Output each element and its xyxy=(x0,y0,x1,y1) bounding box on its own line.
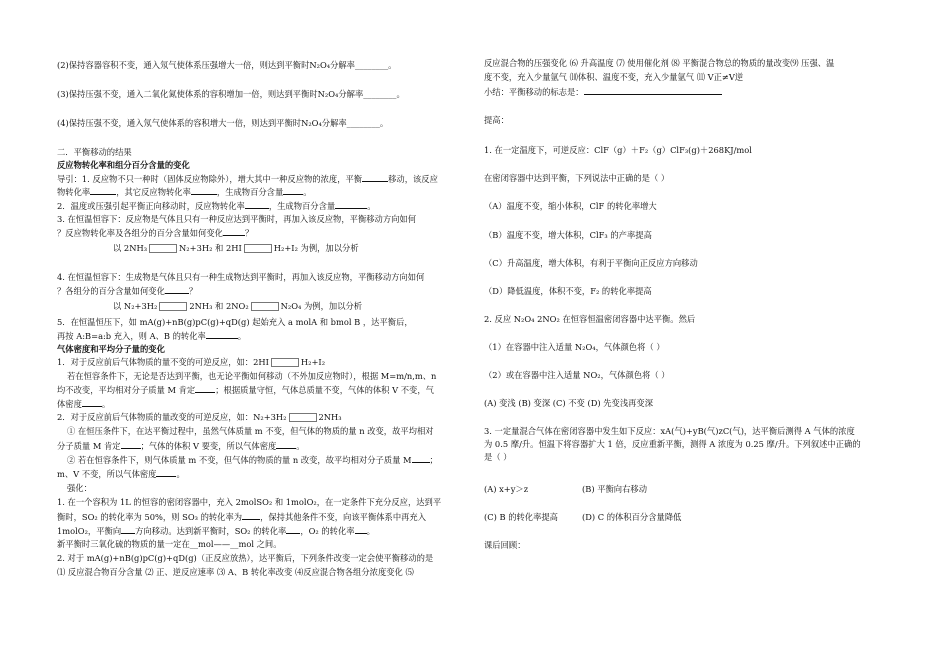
question-3: (3)保持压强不变，通入二氧化氮使体系的容积增加一倍，则达到平衡时N₂O₄分解率________。 xyxy=(57,89,405,99)
item-4-line-2: ？各组分的百分含量如何变化 ？ xyxy=(57,286,198,296)
strengthen-1-line-1: 1. 在一个容积为 1L 的恒容的密闭容器中，充入 2molSO₂ 和 1molO₂，在一定条件下充分反应，达到平 xyxy=(57,497,442,507)
strengthen-label: 强化： xyxy=(67,483,92,493)
problem-3-line-3: 是（ ） xyxy=(484,452,512,462)
equilibrium-arrow-icon xyxy=(149,244,177,253)
summary-line: 小结：平衡移动的标志是： xyxy=(484,86,722,98)
density-2-line-1: 2．对于反应前后气体物质的量改变的可逆反应，如：N₂+3H₂ 2NH₃ xyxy=(57,412,342,422)
problem-3-line-1: 3. 一定量混合气体在密闭容器中发生如下反应：xA(气)+yB(气)zC(气)，达平衡后测得 A 气体的浓度 xyxy=(484,426,855,436)
item-3-example: 以 2NH₃ N₂+3H₂ 和 2HI H₂+I₂ 为例，加以分析 xyxy=(113,243,359,253)
problem-1-question: 在密闭容器中达到平衡，下列说法中正确的是（ ） xyxy=(484,173,670,183)
density-2-line-5: m、V 不变，所以气体密度 。 xyxy=(57,469,185,479)
problem-1-option-d: （D）降低温度，体积不变，F₂ 的转化率提高 xyxy=(484,286,652,296)
density-1-line-4: 体密度 。 xyxy=(57,399,111,409)
guide-1-line-2: 物转化率 ，其它反应物转化率 ，生成物百分含量 。 xyxy=(57,187,312,197)
density-2-line-3: 分子质量 M 肯定 ；气体的体积 V 要变，所以气体密度 。 xyxy=(57,441,305,451)
question-4: (4)保持压强不变，通入氖气使体系的容积增大一倍，则达到平衡时N₂O₄分解率________。 xyxy=(57,118,389,128)
density-1-line-3: 均不改变，平均相对分子质量 M 肯定 ；根据质量守恒，气体总质量不变，气体的体积 V 不变，气 xyxy=(57,385,434,395)
problem-2-options: (A) 变浅 (B) 变深 (C) 不变 (D) 先变浅再变深 xyxy=(484,398,654,408)
problem-1-option-a: （A）温度不变，缩小体积，ClF 的转化率增大 xyxy=(484,201,657,211)
density-2-line-2: ① 在恒压条件下，在达平衡过程中，虽然气体质量 m 不变，但气体的物质的量 n 改变，故平均相对 xyxy=(67,426,434,436)
problem-2-part-1: （1）在容器中注入适量 N₂O₄，气体颜色将（ ） xyxy=(484,342,665,352)
strengthen-2-line-1: 2. 对于 mA(g)+nB(g)pC(g)+qD(g)（正反应放热），达平衡后，下列条件改变一定会使平衡移动的是 xyxy=(57,553,434,563)
strengthen-1-line-4: 新平衡时三氧化硫的物质的量一定在__mol——__mol 之间。 xyxy=(57,539,282,549)
strengthen-1-line-2: 衡时，SO₂ 的转化率为 50%，则 SO₃ 的转化率为 ，保持其他条件不变，向该平衡体系中再充入 xyxy=(57,512,427,522)
problem-3-option-b: (B) 平衡向右移动 xyxy=(582,484,647,494)
item-5-line-2: 再按 A:B=a:b 充入，则 A、B 的转化率 。 xyxy=(57,331,247,341)
item-5-line-1: 5．在恒温恒压下，如 mA(g)+nB(g)pC(g)+qD(g) 起始充入 a molA 和 bmol B ，达平衡后， xyxy=(57,317,413,327)
section-2-title: 二．平衡移动的结果 xyxy=(57,147,132,157)
problem-3-option-c: (C) B 的转化率提高 xyxy=(484,512,558,522)
item-4-example: 以 N₂+3H₂ 2NH₃ 和 2NO₂ N₂O₄ 为例，加以分析 xyxy=(113,301,363,311)
item-4-line-1: 4. 在恒温恒容下：生成物是气体且只有一种生成物达到平衡时，再加入该反应物，平衡移动方向如何 xyxy=(57,272,425,282)
equilibrium-arrow-icon xyxy=(159,302,187,311)
options-continued-1: 反应混合物的压强变化 ⑹ 升高温度 ⑺ 使用催化剂 ⑻ 平衡混合物总的物质的量改变⑼ 压强、温 xyxy=(484,58,835,68)
problem-2-part-2: （2）或在容器中注入适量 NO₂，气体颜色将（ ） xyxy=(484,370,670,380)
problem-2: 2. 反应 N₂O₄ 2NO₂ 在恒容恒温密闭容器中达平衡。然后 xyxy=(484,314,696,324)
item-3-line-2: ？反应物转化率及各组分的百分含量如何变化 ？ xyxy=(57,228,254,238)
improve-label: 提高： xyxy=(484,115,509,125)
problem-3-option-a: (A) x+y＞z xyxy=(484,484,529,494)
strengthen-2-line-2: ⑴ 反应混合物百分含量 ⑵ 正、逆反应速率 ⑶ A、B 转化率改变 ⑷反应混合物各组分浓度变化 ⑸ xyxy=(57,567,414,577)
problem-3-option-d: (D) C 的体积百分含量降低 xyxy=(582,512,682,522)
equilibrium-arrow-icon xyxy=(271,358,299,367)
equilibrium-arrow-icon xyxy=(251,302,279,311)
density-1-line-2: 若在恒容条件下，无论是否达到平衡，也无论平衡如何移动（不外加反应物时），根据 M=m/n,m、n xyxy=(67,371,437,381)
problem-1-option-b: （B）温度不变，增大体积，ClF₃ 的产率提高 xyxy=(484,230,652,240)
heading-density: 气体密度和平均分子量的变化 xyxy=(57,344,165,354)
equilibrium-arrow-icon xyxy=(244,244,272,253)
density-2-line-4: ② 若在恒容条件下，则气体质量 m 不变，但气体的物质的量 n 改变，故平均相对分子质量 M ； xyxy=(67,455,438,465)
heading-conversion: 反应物转化率和组分百分含量的变化 xyxy=(57,160,190,170)
equilibrium-arrow-icon xyxy=(289,413,317,422)
problem-1: 1. 在一定温度下，可逆反应：ClF（g）＋F₂（g）ClF₃(g)＋268KJ/mol xyxy=(484,145,752,155)
strengthen-1-line-3: 1molO₂，平衡向 方向移动。达到新平衡时，SO₂ 的转化率 ，O₂ 的转化率 。 xyxy=(57,526,375,536)
options-continued-2: 度不变，充入少量氩气 ⑽体积、温度不变，充入少量氩气 ⑾ V正≠V逆 xyxy=(484,72,744,82)
density-1-line-1: 1．对于反应前后气体物质的量不变的可逆反应，如：2HI H₂+I₂ xyxy=(57,357,326,367)
question-2: (2)保持容器容积不变，通入氖气使体系压强增大一倍，则达到平衡时N₂O₄分解率________。 xyxy=(57,60,397,70)
item-3-line-1: 3. 在恒温恒容下：反应物是气体且只有一种反应达到平衡时，再加入该反应物，平衡移动方向如何 xyxy=(57,214,417,224)
item-2: 2．温度或压强引起平衡正向移动时，反应物转化率 ，生成物百分含量 。 xyxy=(57,201,376,211)
problem-1-option-c: （C）升高温度，增大体积，有利于平衡向正反应方向移动 xyxy=(484,258,698,268)
problem-3-line-2: 为 0.5 摩/升。恒温下将容器扩大 1 倍，反应重新平衡，测得 A 浓度为 0.25 摩/升。下列叙述中正确的 xyxy=(484,439,861,449)
after-class-review: 课后回顾： xyxy=(484,540,526,550)
guide-1-line-1: 导引：1. 反应物不只一种时（固体反应物除外），增大其中一种反应物的浓度，平衡 移动，该反应 xyxy=(57,174,438,184)
